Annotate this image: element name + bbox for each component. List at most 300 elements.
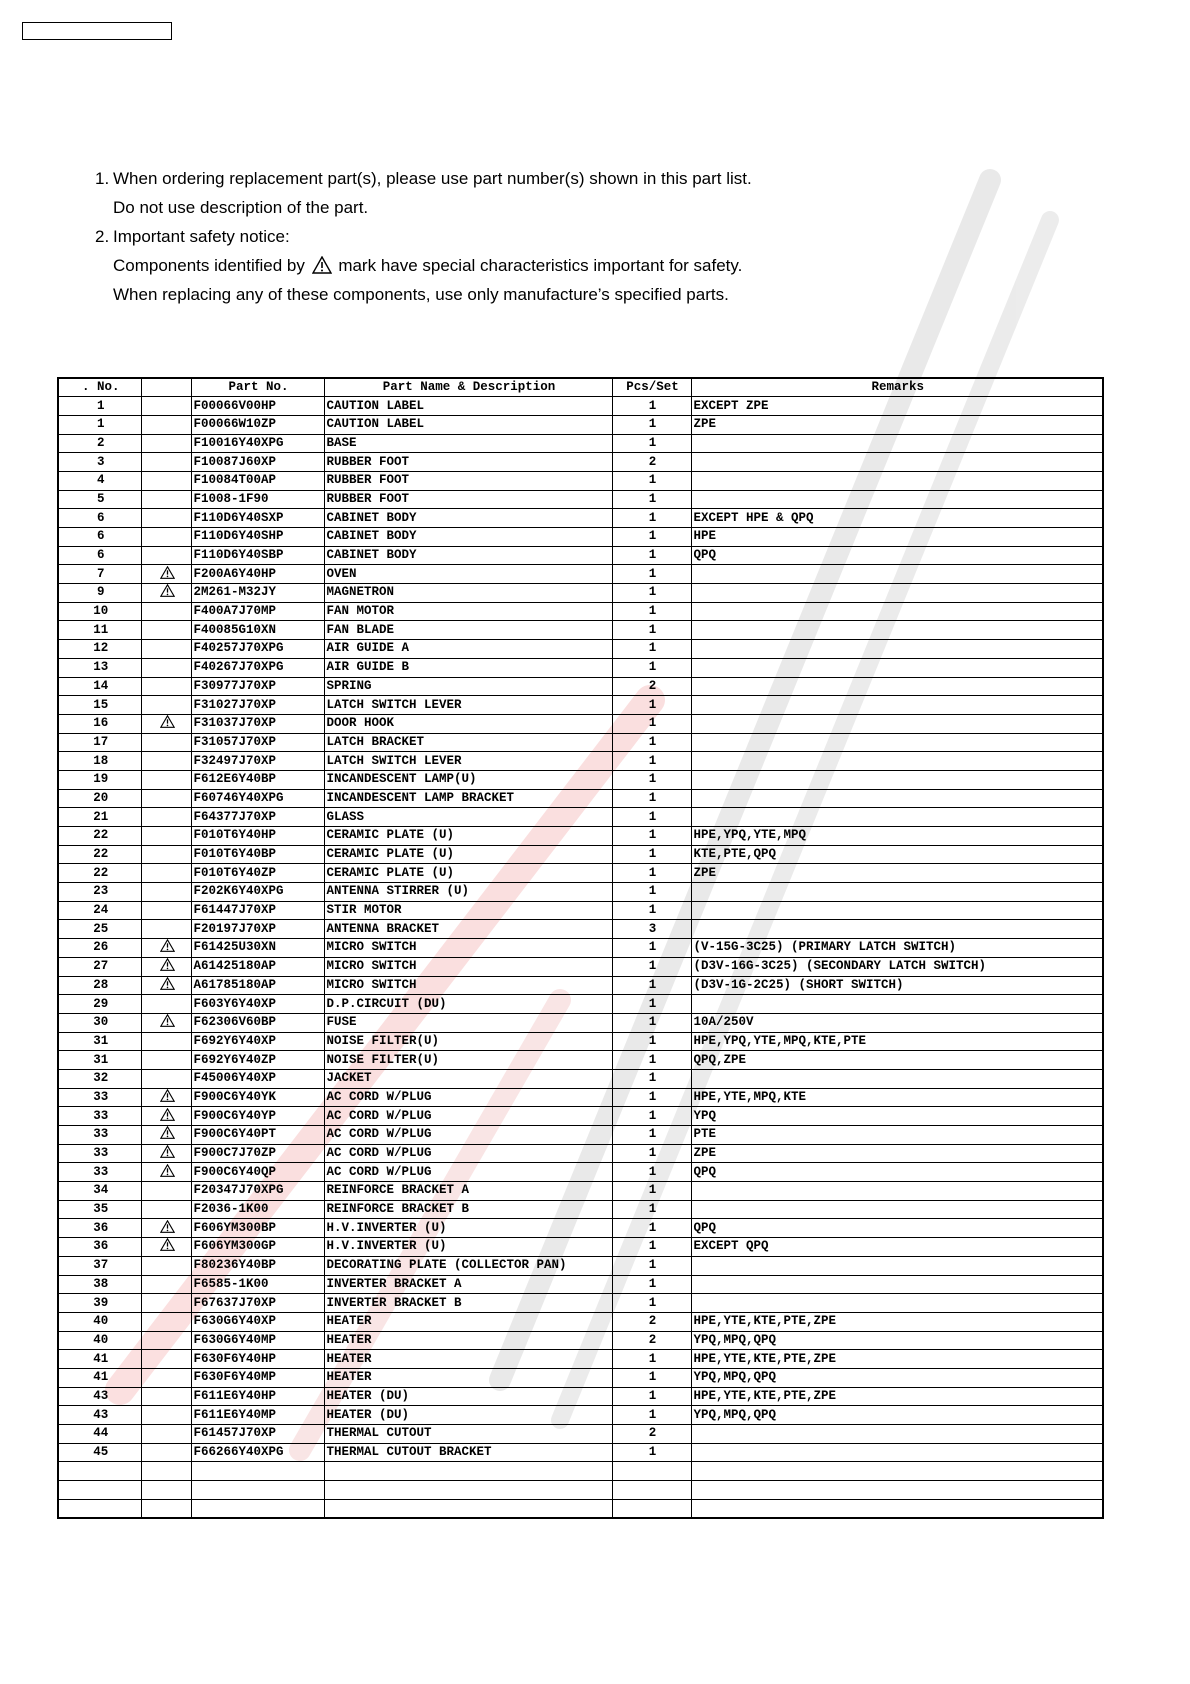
table-row	[58, 1200, 1103, 1219]
row-description: ANTENNA STIRRER (U)	[324, 883, 612, 902]
row-number: 41	[58, 1368, 141, 1387]
row-safety-mark	[141, 845, 191, 864]
row-safety-mark	[141, 976, 191, 995]
row-part-number: F60746Y40XPG	[191, 789, 324, 808]
table-header-row	[58, 378, 1103, 397]
row-remarks	[691, 584, 1103, 603]
row-safety-mark	[141, 584, 191, 603]
row-remarks	[691, 752, 1103, 771]
row-safety-mark	[141, 1331, 191, 1350]
row-description: THERMAL CUTOUT	[324, 1425, 612, 1444]
blank-cell	[691, 1481, 1103, 1500]
row-number: 19	[58, 770, 141, 789]
row-safety-mark	[141, 602, 191, 621]
row-description: INVERTER BRACKET B	[324, 1294, 612, 1313]
row-description: INVERTER BRACKET A	[324, 1275, 612, 1294]
table-row	[58, 1088, 1103, 1107]
row-number: 6	[58, 509, 141, 528]
blank-cell	[141, 1499, 191, 1518]
row-part-number: F630G6Y40MP	[191, 1331, 324, 1350]
row-pcs-set: 1	[612, 1051, 691, 1070]
warning-triangle-icon	[160, 1089, 175, 1102]
row-part-number: F10084T00AP	[191, 471, 324, 490]
row-number: 44	[58, 1425, 141, 1444]
row-description: SPRING	[324, 677, 612, 696]
warning-triangle-icon	[160, 1014, 175, 1027]
row-remarks: QPQ	[691, 546, 1103, 565]
row-safety-mark	[141, 789, 191, 808]
row-remarks	[691, 1294, 1103, 1313]
blank-cell	[58, 1462, 141, 1481]
table-row	[58, 1331, 1103, 1350]
row-number: 43	[58, 1387, 141, 1406]
table-row	[58, 397, 1103, 416]
row-part-number: F31057J70XP	[191, 733, 324, 752]
table-row	[58, 883, 1103, 902]
row-remarks: HPE,YTE,MPQ,KTE	[691, 1088, 1103, 1107]
row-description: AC CORD W/PLUG	[324, 1163, 612, 1182]
row-description: H.V.INVERTER (U)	[324, 1219, 612, 1238]
row-remarks: HPE,YPQ,YTE,MPQ	[691, 827, 1103, 846]
row-safety-mark	[141, 1368, 191, 1387]
row-description: FUSE	[324, 1013, 612, 1032]
warning-triangle-icon	[160, 958, 175, 971]
table-row	[58, 528, 1103, 547]
warning-triangle-icon	[160, 1145, 175, 1158]
row-safety-mark	[141, 1256, 191, 1275]
row-safety-mark	[141, 883, 191, 902]
row-number: 6	[58, 528, 141, 547]
row-remarks	[691, 770, 1103, 789]
table-row	[58, 471, 1103, 490]
row-description: RUBBER FOOT	[324, 490, 612, 509]
row-safety-mark	[141, 827, 191, 846]
table-row	[58, 1219, 1103, 1238]
row-safety-mark	[141, 920, 191, 939]
row-description: ANTENNA BRACKET	[324, 920, 612, 939]
row-number: 29	[58, 995, 141, 1014]
row-part-number: F31027J70XP	[191, 696, 324, 715]
row-remarks	[691, 1200, 1103, 1219]
row-safety-mark	[141, 808, 191, 827]
row-description: RUBBER FOOT	[324, 453, 612, 472]
row-remarks	[691, 434, 1103, 453]
row-part-number: F20347J70XPG	[191, 1182, 324, 1201]
row-number: 17	[58, 733, 141, 752]
row-number: 14	[58, 677, 141, 696]
blank-cell	[612, 1499, 691, 1518]
row-number: 4	[58, 471, 141, 490]
row-description: GLASS	[324, 808, 612, 827]
row-description: LATCH BRACKET	[324, 733, 612, 752]
row-description: RUBBER FOOT	[324, 471, 612, 490]
row-remarks	[691, 490, 1103, 509]
row-number: 34	[58, 1182, 141, 1201]
row-remarks	[691, 883, 1103, 902]
row-remarks: (D3V-16G-3C25) (SECONDARY LATCH SWITCH)	[691, 957, 1103, 976]
row-number: 9	[58, 584, 141, 603]
row-part-number: F611E6Y40MP	[191, 1406, 324, 1425]
table-row	[58, 789, 1103, 808]
row-description: MICRO SWITCH	[324, 976, 612, 995]
table-row	[58, 957, 1103, 976]
row-number: 33	[58, 1088, 141, 1107]
row-remarks: KTE,PTE,QPQ	[691, 845, 1103, 864]
row-safety-mark	[141, 1238, 191, 1257]
blank-cell	[691, 1499, 1103, 1518]
row-description: D.P.CIRCUIT (DU)	[324, 995, 612, 1014]
row-part-number: F40085G10XN	[191, 621, 324, 640]
row-pcs-set: 1	[612, 939, 691, 958]
row-part-number: F692Y6Y40XP	[191, 1032, 324, 1051]
row-remarks	[691, 789, 1103, 808]
row-safety-mark	[141, 957, 191, 976]
row-safety-mark	[141, 1107, 191, 1126]
row-description: CABINET BODY	[324, 509, 612, 528]
row-description: CABINET BODY	[324, 528, 612, 547]
row-remarks	[691, 677, 1103, 696]
row-pcs-set: 1	[612, 995, 691, 1014]
note-2-line-2	[95, 251, 995, 280]
row-part-number: F10087J60XP	[191, 453, 324, 472]
row-part-number: F400A7J70MP	[191, 602, 324, 621]
row-safety-mark	[141, 528, 191, 547]
row-description: HEATER (DU)	[324, 1387, 612, 1406]
row-safety-mark	[141, 397, 191, 416]
row-remarks: YPQ,MPQ,QPQ	[691, 1331, 1103, 1350]
row-part-number: F630F6Y40HP	[191, 1350, 324, 1369]
row-description: REINFORCE BRACKET A	[324, 1182, 612, 1201]
row-part-number: F200A6Y40HP	[191, 565, 324, 584]
row-pcs-set: 1	[612, 658, 691, 677]
row-remarks	[691, 1275, 1103, 1294]
row-pcs-set: 1	[612, 1294, 691, 1313]
row-number: 10	[58, 602, 141, 621]
row-safety-mark	[141, 1182, 191, 1201]
row-description: STIR MOTOR	[324, 901, 612, 920]
row-pcs-set: 1	[612, 1126, 691, 1145]
row-pcs-set: 1	[612, 584, 691, 603]
row-part-number: F45006Y40XP	[191, 1069, 324, 1088]
row-remarks	[691, 621, 1103, 640]
row-remarks: YPQ,MPQ,QPQ	[691, 1406, 1103, 1425]
row-safety-mark	[141, 1051, 191, 1070]
row-number: 39	[58, 1294, 141, 1313]
row-number: 1	[58, 397, 141, 416]
row-description: NOISE FILTER(U)	[324, 1032, 612, 1051]
blank-cell	[58, 1481, 141, 1500]
table-row	[58, 640, 1103, 659]
row-remarks	[691, 602, 1103, 621]
row-remarks: HPE	[691, 528, 1103, 547]
row-number: 12	[58, 640, 141, 659]
blank-cell	[141, 1462, 191, 1481]
row-remarks	[691, 696, 1103, 715]
row-number: 40	[58, 1312, 141, 1331]
table-row	[58, 1368, 1103, 1387]
row-remarks	[691, 640, 1103, 659]
row-safety-mark	[141, 1163, 191, 1182]
row-pcs-set: 1	[612, 1144, 691, 1163]
blank-cell	[191, 1481, 324, 1500]
row-description: THERMAL CUTOUT BRACKET	[324, 1443, 612, 1462]
row-number: 43	[58, 1406, 141, 1425]
warning-triangle-icon	[160, 1164, 175, 1177]
table-row	[58, 827, 1103, 846]
note-1-number: 1.	[95, 169, 110, 188]
row-part-number: F30977J70XP	[191, 677, 324, 696]
parts-table-body	[58, 397, 1103, 1518]
row-description: H.V.INVERTER (U)	[324, 1238, 612, 1257]
row-pcs-set: 1	[612, 1163, 691, 1182]
table-row	[58, 1294, 1103, 1313]
table-row	[58, 565, 1103, 584]
row-number: 22	[58, 827, 141, 846]
row-safety-mark	[141, 1443, 191, 1462]
warning-triangle-icon	[160, 977, 175, 990]
table-row	[58, 939, 1103, 958]
table-row	[58, 1406, 1103, 1425]
row-number: 32	[58, 1069, 141, 1088]
row-pcs-set: 1	[612, 845, 691, 864]
row-part-number: F62306V60BP	[191, 1013, 324, 1032]
table-row	[58, 1013, 1103, 1032]
row-part-number: F603Y6Y40XP	[191, 995, 324, 1014]
table-row	[58, 696, 1103, 715]
row-pcs-set: 1	[612, 883, 691, 902]
note-1-line-2: Do not use description of the part.	[113, 198, 369, 217]
warning-triangle-icon	[160, 566, 175, 579]
blank-row	[58, 1499, 1103, 1518]
blank-cell	[58, 1499, 141, 1518]
warning-triangle-icon	[160, 1108, 175, 1121]
table-row	[58, 733, 1103, 752]
row-description: FAN BLADE	[324, 621, 612, 640]
header-no: . No.	[58, 378, 141, 397]
row-number: 24	[58, 901, 141, 920]
row-pcs-set: 1	[612, 714, 691, 733]
row-part-number: F40257J70XPG	[191, 640, 324, 659]
row-pcs-set: 2	[612, 453, 691, 472]
row-pcs-set: 1	[612, 1069, 691, 1088]
row-safety-mark	[141, 714, 191, 733]
row-part-number: F900C7J70ZP	[191, 1144, 324, 1163]
row-part-number: F110D6Y40SXP	[191, 509, 324, 528]
row-safety-mark	[141, 1032, 191, 1051]
row-remarks	[691, 995, 1103, 1014]
row-safety-mark	[141, 434, 191, 453]
table-row	[58, 1425, 1103, 1444]
row-remarks: HPE,YTE,KTE,PTE,ZPE	[691, 1312, 1103, 1331]
note-1-line-1: When ordering replacement part(s), please use part number(s) shown in this part list.	[113, 169, 752, 188]
row-number: 27	[58, 957, 141, 976]
row-part-number: F606YM300GP	[191, 1238, 324, 1257]
row-safety-mark	[141, 640, 191, 659]
row-safety-mark	[141, 995, 191, 1014]
row-safety-mark	[141, 1275, 191, 1294]
row-description: BASE	[324, 434, 612, 453]
row-number: 33	[58, 1107, 141, 1126]
row-number: 33	[58, 1126, 141, 1145]
row-remarks: HPE,YTE,KTE,PTE,ZPE	[691, 1350, 1103, 1369]
row-pcs-set: 1	[612, 1200, 691, 1219]
table-row	[58, 976, 1103, 995]
row-number: 26	[58, 939, 141, 958]
table-row	[58, 1312, 1103, 1331]
table-row	[58, 1256, 1103, 1275]
row-safety-mark	[141, 864, 191, 883]
row-pcs-set: 1	[612, 1032, 691, 1051]
blank-cell	[324, 1481, 612, 1500]
row-number: 40	[58, 1331, 141, 1350]
row-remarks	[691, 471, 1103, 490]
row-number: 3	[58, 453, 141, 472]
row-number: 41	[58, 1350, 141, 1369]
table-row	[58, 546, 1103, 565]
table-row	[58, 1069, 1103, 1088]
row-remarks	[691, 733, 1103, 752]
row-safety-mark	[141, 1387, 191, 1406]
row-description: CABINET BODY	[324, 546, 612, 565]
row-part-number: F00066W10ZP	[191, 415, 324, 434]
row-description: AC CORD W/PLUG	[324, 1088, 612, 1107]
row-part-number: F64377J70XP	[191, 808, 324, 827]
row-part-number: F611E6Y40HP	[191, 1387, 324, 1406]
blank-row	[58, 1462, 1103, 1481]
row-part-number: F110D6Y40SHP	[191, 528, 324, 547]
row-remarks	[691, 658, 1103, 677]
row-pcs-set: 1	[612, 434, 691, 453]
row-number: 18	[58, 752, 141, 771]
row-description: AIR GUIDE B	[324, 658, 612, 677]
row-number: 5	[58, 490, 141, 509]
row-description: FAN MOTOR	[324, 602, 612, 621]
row-part-number: F010T6Y40HP	[191, 827, 324, 846]
warning-triangle-icon	[160, 1126, 175, 1139]
table-row	[58, 1387, 1103, 1406]
table-row	[58, 1107, 1103, 1126]
row-part-number: F40267J70XPG	[191, 658, 324, 677]
row-number: 11	[58, 621, 141, 640]
row-number: 22	[58, 845, 141, 864]
row-pcs-set: 3	[612, 920, 691, 939]
warning-triangle-icon	[160, 584, 175, 597]
row-number: 31	[58, 1051, 141, 1070]
row-number: 22	[58, 864, 141, 883]
row-number: 2	[58, 434, 141, 453]
row-part-number: F6585-1K00	[191, 1275, 324, 1294]
table-row	[58, 509, 1103, 528]
row-part-number: F66266Y40XPG	[191, 1443, 324, 1462]
row-remarks: EXCEPT QPQ	[691, 1238, 1103, 1257]
table-row	[58, 1350, 1103, 1369]
row-safety-mark	[141, 770, 191, 789]
row-safety-mark	[141, 509, 191, 528]
header-box	[22, 22, 172, 40]
note-2-number: 2.	[95, 227, 110, 246]
row-safety-mark	[141, 677, 191, 696]
row-pcs-set: 1	[612, 1238, 691, 1257]
row-pcs-set: 1	[612, 1350, 691, 1369]
row-pcs-set: 1	[612, 546, 691, 565]
row-remarks: 10A/250V	[691, 1013, 1103, 1032]
row-safety-mark	[141, 471, 191, 490]
row-safety-mark	[141, 1406, 191, 1425]
row-description: DOOR HOOK	[324, 714, 612, 733]
row-description: AIR GUIDE A	[324, 640, 612, 659]
row-remarks	[691, 1443, 1103, 1462]
table-row	[58, 752, 1103, 771]
blank-row	[58, 1481, 1103, 1500]
header-description: Part Name & Description	[324, 378, 612, 397]
row-remarks: YPQ,MPQ,QPQ	[691, 1368, 1103, 1387]
row-remarks: EXCEPT HPE & QPQ	[691, 509, 1103, 528]
row-description: NOISE FILTER(U)	[324, 1051, 612, 1070]
row-pcs-set: 1	[612, 1219, 691, 1238]
table-row	[58, 1051, 1103, 1070]
row-part-number: A61785180AP	[191, 976, 324, 995]
row-part-number: F32497J70XP	[191, 752, 324, 771]
row-part-number: F61457J70XP	[191, 1425, 324, 1444]
row-description: HEATER	[324, 1312, 612, 1331]
table-row	[58, 1182, 1103, 1201]
blank-cell	[141, 1481, 191, 1500]
warning-triangle-icon	[160, 715, 175, 728]
row-pcs-set: 1	[612, 528, 691, 547]
row-number: 30	[58, 1013, 141, 1032]
row-number: 35	[58, 1200, 141, 1219]
row-description: DECORATING PLATE (COLLECTOR PAN)	[324, 1256, 612, 1275]
row-remarks	[691, 1182, 1103, 1201]
row-description: CERAMIC PLATE (U)	[324, 827, 612, 846]
row-number: 37	[58, 1256, 141, 1275]
row-description: CERAMIC PLATE (U)	[324, 864, 612, 883]
parts-table	[57, 377, 1104, 1519]
table-row	[58, 415, 1103, 434]
row-part-number: F612E6Y40BP	[191, 770, 324, 789]
row-description: INCANDESCENT LAMP BRACKET	[324, 789, 612, 808]
row-pcs-set: 1	[612, 789, 691, 808]
row-description: LATCH SWITCH LEVER	[324, 696, 612, 715]
row-remarks: HPE,YTE,KTE,PTE,ZPE	[691, 1387, 1103, 1406]
row-remarks: EXCEPT ZPE	[691, 397, 1103, 416]
table-row	[58, 845, 1103, 864]
row-description: HEATER (DU)	[324, 1406, 612, 1425]
row-safety-mark	[141, 1219, 191, 1238]
row-part-number: F900C6Y40QP	[191, 1163, 324, 1182]
row-remarks: QPQ,ZPE	[691, 1051, 1103, 1070]
header-part-no: Part No.	[191, 378, 324, 397]
table-row	[58, 658, 1103, 677]
row-pcs-set: 1	[612, 602, 691, 621]
note-1	[95, 164, 995, 193]
row-remarks: (D3V-1G-2C25) (SHORT SWITCH)	[691, 976, 1103, 995]
row-remarks	[691, 565, 1103, 584]
notes	[95, 164, 995, 309]
row-remarks: (V-15G-3C25) (PRIMARY LATCH SWITCH)	[691, 939, 1103, 958]
row-description: HEATER	[324, 1350, 612, 1369]
table-row	[58, 808, 1103, 827]
row-pcs-set: 1	[612, 471, 691, 490]
table-row	[58, 434, 1103, 453]
row-pcs-set: 1	[612, 1013, 691, 1032]
row-number: 36	[58, 1238, 141, 1257]
table-row	[58, 1126, 1103, 1145]
row-safety-mark	[141, 415, 191, 434]
row-part-number: F900C6Y40PT	[191, 1126, 324, 1145]
row-description: CERAMIC PLATE (U)	[324, 845, 612, 864]
row-number: 15	[58, 696, 141, 715]
